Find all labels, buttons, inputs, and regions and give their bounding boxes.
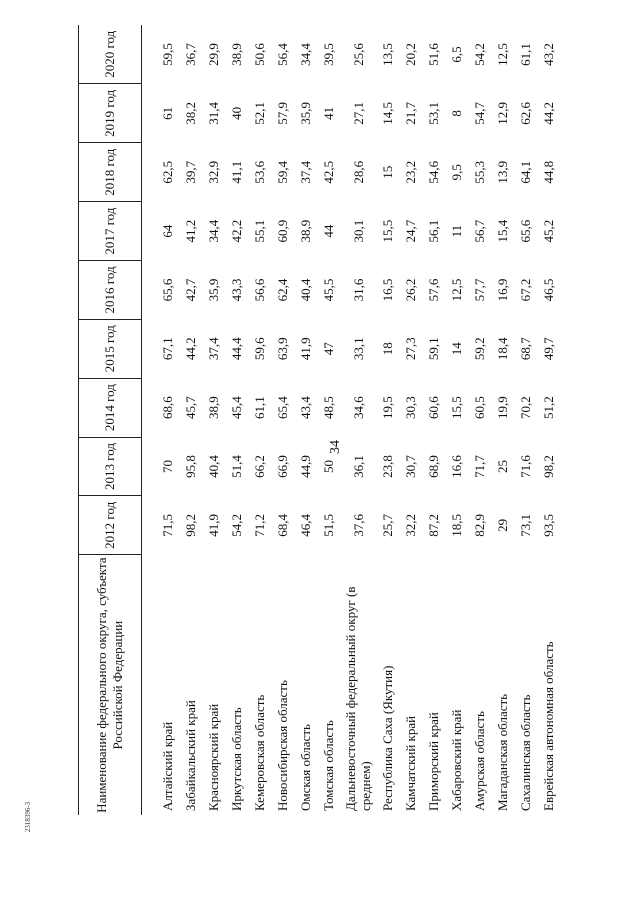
region-name-cell: Камчатский край <box>403 715 418 811</box>
region-name-cell: Сахалинская область <box>518 694 533 811</box>
document-code: 2318396-3 <box>24 801 32 833</box>
value-cell: 36,1 <box>350 455 366 478</box>
column-header-2016: 2016 год <box>79 261 142 320</box>
value-cell: 39,5 <box>321 43 336 66</box>
value-cell: 40,4 <box>206 455 221 478</box>
value-cell: 46,5 <box>541 278 556 302</box>
value-cell: 51,6 <box>426 43 441 66</box>
region-name-cell: Красноярский край <box>206 703 221 811</box>
value-cell: 34,6 <box>350 396 366 419</box>
value-cell: 64,1 <box>518 160 533 184</box>
value-cell: 60,5 <box>472 396 487 419</box>
value-cell: 15,4 <box>495 219 510 243</box>
value-cell: 95,8 <box>183 455 198 478</box>
value-cell: 44,2 <box>541 102 556 125</box>
value-cell: 59,4 <box>275 160 290 184</box>
value-cell: 53,6 <box>252 160 267 184</box>
value-cell: 60,9 <box>275 219 290 243</box>
value-cell: 51,5 <box>321 513 336 537</box>
table-body <box>142 25 561 815</box>
value-cell: 41,1 <box>229 160 244 184</box>
value-cell: 30,7 <box>403 455 418 478</box>
value-cell: 28,6 <box>350 160 366 184</box>
value-cell: 93,5 <box>541 513 556 537</box>
value-cell: 16,9 <box>495 278 510 302</box>
value-cell: 26,2 <box>403 278 418 302</box>
value-cell: 59,6 <box>252 337 267 361</box>
value-cell: 59,2 <box>472 337 487 361</box>
value-cell: 54,6 <box>426 160 441 184</box>
column-header-region: Наименование федерального округа, субъекта Российской Федерации <box>79 555 142 815</box>
value-cell: 67,2 <box>518 278 533 302</box>
value-cell: 15,5 <box>449 396 464 419</box>
value-cell: 37,4 <box>206 337 221 361</box>
table-row <box>156 25 179 815</box>
value-cell: 25,7 <box>380 513 395 537</box>
value-cell: 51,4 <box>229 455 244 478</box>
value-cell: 44 <box>321 224 336 238</box>
region-name-cell: Забайкальский край <box>183 700 198 811</box>
value-cell: 68,9 <box>426 455 441 478</box>
value-cell: 12,9 <box>495 102 510 125</box>
value-cell: 45,4 <box>229 396 244 419</box>
value-cell: 18,5 <box>449 513 464 537</box>
value-cell: 59,5 <box>160 43 175 66</box>
value-cell: 41,9 <box>298 337 313 361</box>
region-name-cell: Республика Саха (Якутия) <box>380 665 395 811</box>
value-cell: 57,6 <box>426 278 441 302</box>
value-cell: 31,6 <box>350 278 366 302</box>
value-cell: 65,6 <box>518 219 533 243</box>
value-cell: 54,2 <box>472 43 487 66</box>
value-cell: 37,4 <box>298 160 313 184</box>
value-cell: 12,5 <box>495 43 510 66</box>
data-table-container <box>78 25 598 815</box>
value-cell: 50,6 <box>252 43 267 66</box>
region-name-cell: Томская область <box>321 720 336 811</box>
table-spacer-row <box>142 25 157 815</box>
value-cell: 21,7 <box>403 102 418 125</box>
value-cell: 65,4 <box>275 396 290 419</box>
table-row <box>468 25 491 815</box>
table-row <box>248 25 271 815</box>
value-cell: 71,7 <box>472 455 487 478</box>
value-cell: 48,5 <box>321 396 336 419</box>
value-cell: 32,2 <box>403 513 418 537</box>
column-header-2018: 2018 год <box>79 143 142 202</box>
column-header-2013: 2013 год <box>79 437 142 496</box>
value-cell: 29,9 <box>206 43 221 66</box>
table-header-row <box>79 25 142 815</box>
value-cell: 70,2 <box>518 396 533 419</box>
value-cell: 40 <box>229 106 244 120</box>
value-cell: 98,2 <box>183 513 198 537</box>
data-table <box>78 25 560 815</box>
value-cell: 15,5 <box>380 219 395 243</box>
region-name-cell: Приморский край <box>426 712 441 811</box>
value-cell: 44,9 <box>298 455 313 478</box>
region-name-cell: Новосибирская область <box>275 680 290 811</box>
value-cell: 29 <box>495 518 510 532</box>
value-cell: 9,5 <box>449 164 464 181</box>
value-cell: 44,8 <box>541 160 556 184</box>
value-cell: 50 <box>321 459 336 473</box>
value-cell: 41,9 <box>206 513 221 537</box>
table-row <box>514 25 537 815</box>
value-cell: 38,9 <box>229 43 244 66</box>
value-cell: 14 <box>449 342 464 356</box>
value-cell: 13,9 <box>495 160 510 184</box>
value-cell: 25,6 <box>350 43 366 66</box>
value-cell: 43,2 <box>541 43 556 66</box>
value-cell: 68,7 <box>518 337 533 361</box>
value-cell: 71,2 <box>252 513 267 537</box>
value-cell: 31,4 <box>206 102 221 125</box>
value-cell: 45,5 <box>321 278 336 302</box>
value-cell: 38,9 <box>298 219 313 243</box>
table-row <box>202 25 225 815</box>
value-cell: 19,5 <box>380 396 395 419</box>
value-cell: 61 <box>160 106 175 120</box>
column-header-2020: 2020 год <box>79 25 142 84</box>
region-name-cell: Кемеровская область <box>252 694 267 811</box>
value-cell: 51,2 <box>541 396 556 419</box>
value-cell: 68,4 <box>275 513 290 537</box>
value-cell: 30,3 <box>403 396 418 419</box>
value-cell: 14,5 <box>380 102 395 125</box>
value-cell: 54,2 <box>229 513 244 537</box>
value-cell: 60,6 <box>426 396 441 419</box>
value-cell: 55,3 <box>472 160 487 184</box>
page-number: 34 <box>328 440 343 454</box>
value-cell: 23,2 <box>403 160 418 184</box>
value-cell: 56,4 <box>275 43 290 66</box>
value-cell: 56,7 <box>472 219 487 243</box>
value-cell: 36,7 <box>183 43 198 66</box>
value-cell: 38,9 <box>206 396 221 419</box>
value-cell: 52,1 <box>252 102 267 125</box>
value-cell: 38,2 <box>183 102 198 125</box>
value-cell: 64 <box>160 224 175 238</box>
region-name-cell: Иркутская область <box>229 707 244 811</box>
value-cell: 56,6 <box>252 278 267 302</box>
value-cell: 73,1 <box>518 513 533 537</box>
value-cell: 41,2 <box>183 219 198 243</box>
value-cell: 33,1 <box>350 337 366 361</box>
value-cell: 44,4 <box>229 337 244 361</box>
value-cell: 47 <box>321 342 336 356</box>
value-cell: 27,1 <box>350 102 366 125</box>
value-cell: 82,9 <box>472 513 487 537</box>
region-name-cell: Дальневосточный федеральный округ (в среднем) <box>343 586 373 811</box>
value-cell: 34,4 <box>206 219 221 243</box>
value-cell: 42,7 <box>183 278 198 302</box>
table-row <box>317 25 340 815</box>
value-cell: 13,5 <box>380 43 395 66</box>
value-cell: 70 <box>160 459 175 473</box>
value-cell: 42,2 <box>229 219 244 243</box>
value-cell: 34,4 <box>298 43 313 66</box>
value-cell: 87,2 <box>426 513 441 537</box>
value-cell: 54,7 <box>472 102 487 125</box>
value-cell: 67,1 <box>160 337 175 361</box>
value-cell: 20,2 <box>403 43 418 66</box>
region-name-cell: Еврейская автономная область <box>541 641 556 811</box>
value-cell: 59,1 <box>426 337 441 361</box>
region-name-cell: Хабаровский край <box>449 709 464 811</box>
value-cell: 66,2 <box>252 455 267 478</box>
value-cell: 41 <box>321 106 336 120</box>
column-header-2019: 2019 год <box>79 84 142 143</box>
value-cell: 49,7 <box>541 337 556 361</box>
value-cell: 27,3 <box>403 337 418 361</box>
table-row <box>294 25 317 815</box>
value-cell: 39,7 <box>183 160 198 184</box>
value-cell: 46,4 <box>298 513 313 537</box>
value-cell: 40,4 <box>298 278 313 302</box>
value-cell: 65,6 <box>160 278 175 302</box>
value-cell: 57,9 <box>275 102 290 125</box>
value-cell: 61,1 <box>252 396 267 419</box>
value-cell: 68,6 <box>160 396 175 419</box>
column-header-2012: 2012 год <box>79 496 142 555</box>
value-cell: 63,9 <box>275 337 290 361</box>
value-cell: 57,7 <box>472 278 487 302</box>
table-row <box>340 25 376 815</box>
value-cell: 43,4 <box>298 396 313 419</box>
value-cell: 18 <box>380 342 395 356</box>
value-cell: 25 <box>495 459 510 473</box>
column-header-2014: 2014 год <box>79 378 142 437</box>
value-cell: 16,5 <box>380 278 395 302</box>
value-cell: 11 <box>449 224 464 238</box>
region-name-cell: Магаданская область <box>495 693 510 811</box>
value-cell: 32,9 <box>206 160 221 184</box>
value-cell: 37,6 <box>350 513 366 537</box>
value-cell: 18,4 <box>495 337 510 361</box>
value-cell: 8 <box>449 110 464 117</box>
value-cell: 35,9 <box>206 278 221 302</box>
table-row <box>376 25 399 815</box>
region-name-cell: Омская область <box>298 724 313 811</box>
region-name-cell: Алтайский край <box>160 721 175 811</box>
value-cell: 62,6 <box>518 102 533 125</box>
table-row <box>225 25 248 815</box>
value-cell: 45,7 <box>183 396 198 419</box>
value-cell: 62,4 <box>275 278 290 302</box>
value-cell: 44,2 <box>183 337 198 361</box>
region-name-cell: Амурская область <box>472 711 487 811</box>
value-cell: 24,7 <box>403 219 418 243</box>
value-cell: 15 <box>380 165 395 179</box>
value-cell: 56,1 <box>426 219 441 243</box>
value-cell: 30,1 <box>350 219 366 243</box>
value-cell: 35,9 <box>298 102 313 125</box>
value-cell: 98,2 <box>541 455 556 478</box>
value-cell: 12,5 <box>449 278 464 302</box>
table-row <box>422 25 445 815</box>
spacer-cell <box>142 25 157 815</box>
value-cell: 19,9 <box>495 396 510 419</box>
value-cell: 45,2 <box>541 219 556 243</box>
value-cell: 53,1 <box>426 102 441 125</box>
table-row <box>491 25 514 815</box>
value-cell: 42,5 <box>321 160 336 184</box>
table-row <box>445 25 468 815</box>
column-header-2017: 2017 год <box>79 202 142 261</box>
value-cell: 16,6 <box>449 455 464 478</box>
value-cell: 71,6 <box>518 455 533 478</box>
value-cell: 6,5 <box>449 46 464 63</box>
value-cell: 55,1 <box>252 219 267 243</box>
value-cell: 62,5 <box>160 160 175 184</box>
value-cell: 23,8 <box>380 455 395 478</box>
value-cell: 61,1 <box>518 43 533 66</box>
table-row <box>399 25 422 815</box>
value-cell: 71,5 <box>160 513 175 537</box>
value-cell: 66,9 <box>275 455 290 478</box>
table-row <box>179 25 202 815</box>
table-row <box>271 25 294 815</box>
column-header-2015: 2015 год <box>79 319 142 378</box>
table-row <box>537 25 560 815</box>
value-cell: 43,3 <box>229 278 244 302</box>
